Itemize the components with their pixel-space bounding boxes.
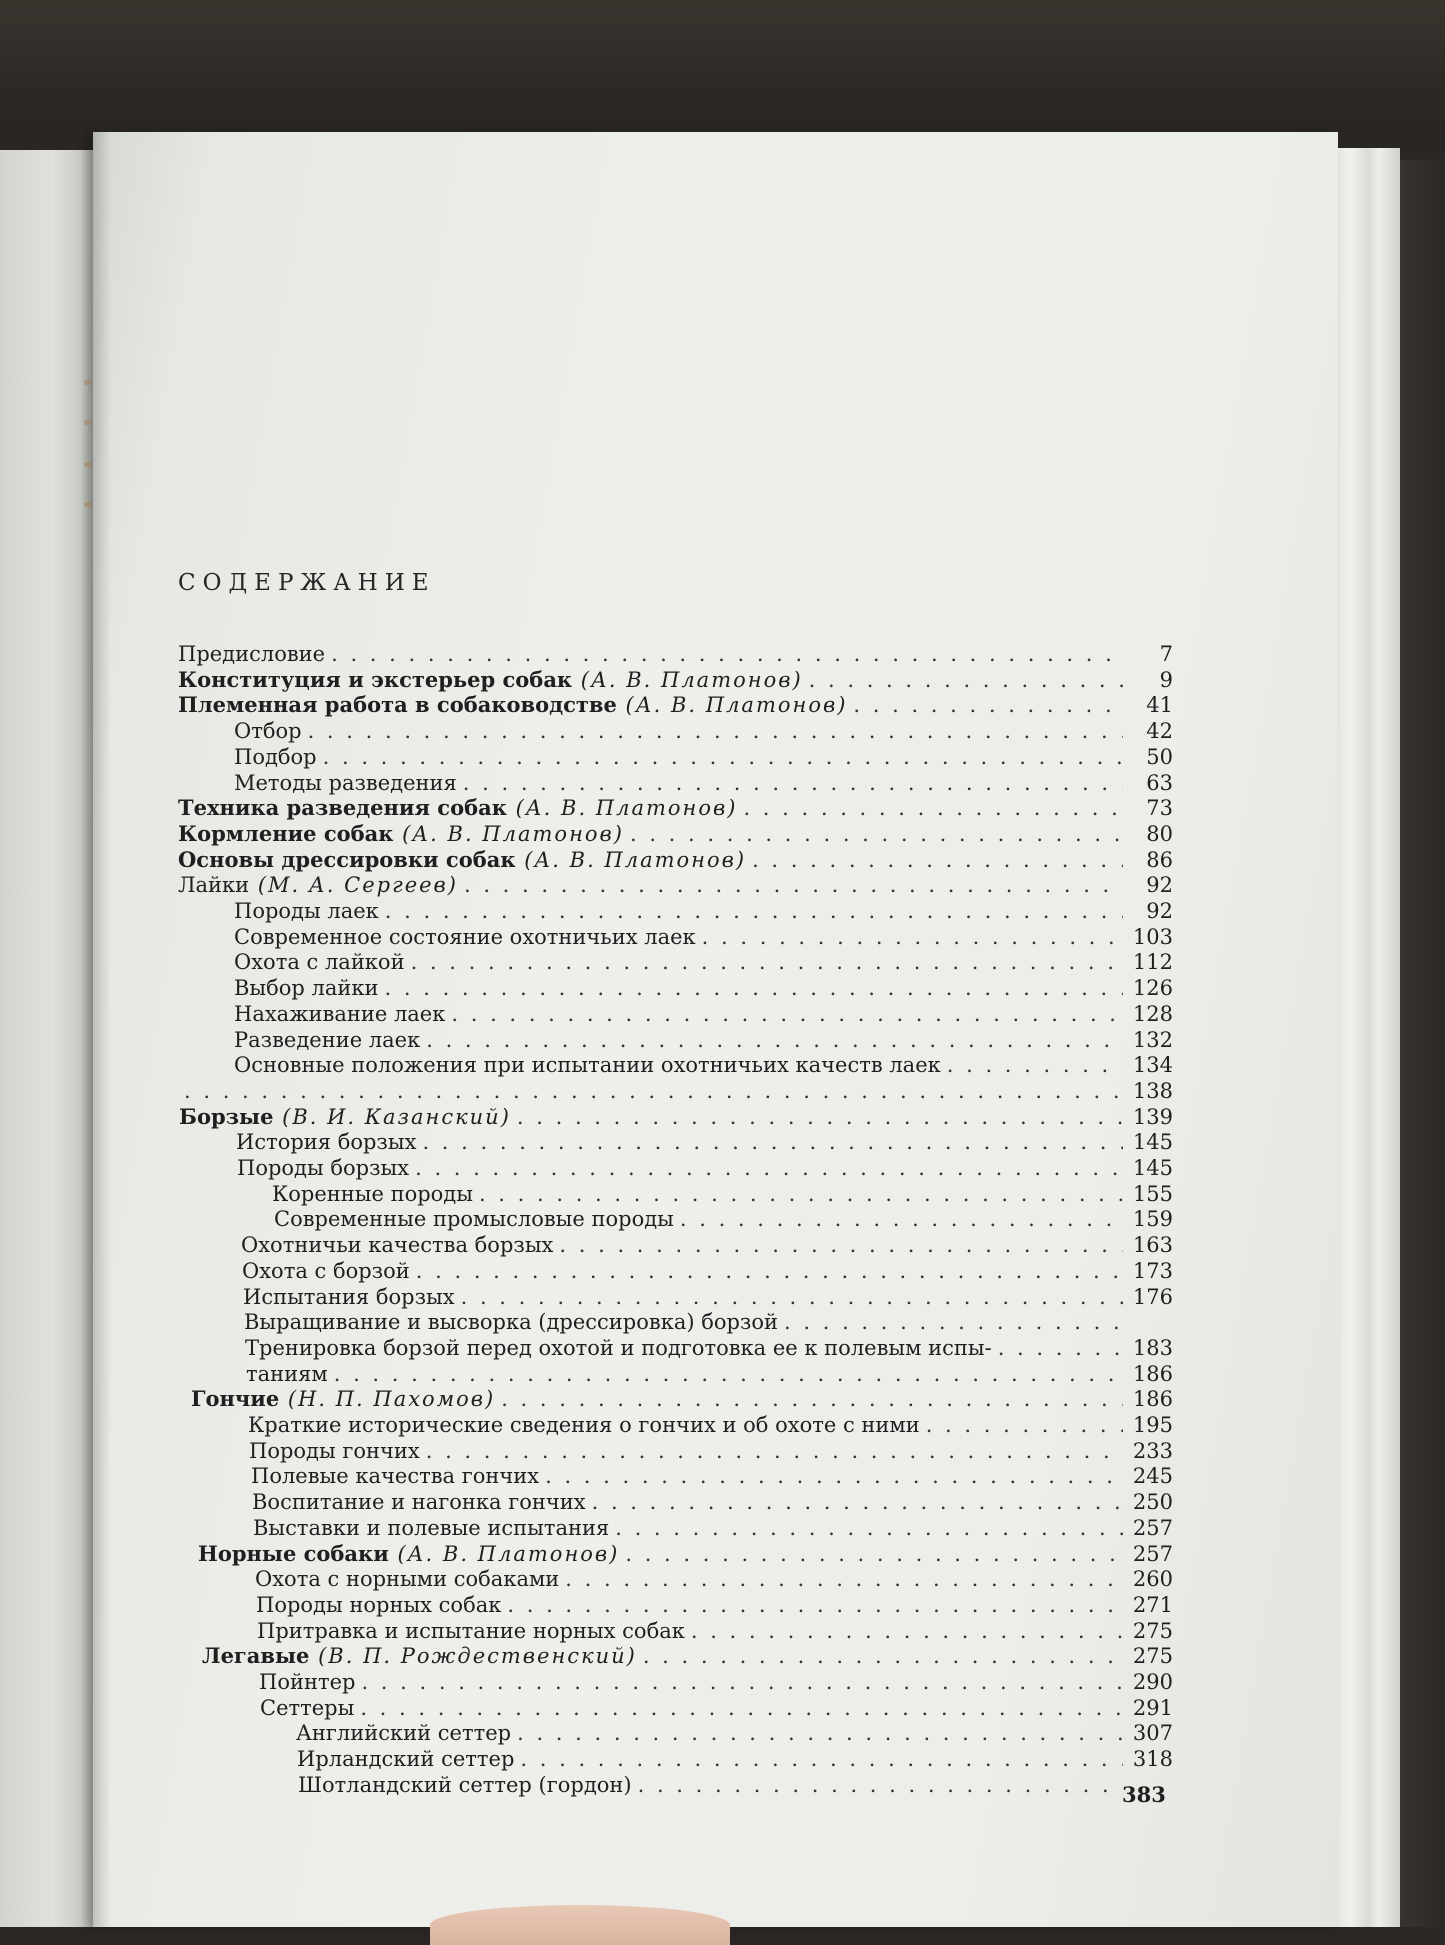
toc-entry-page: 245 bbox=[1132, 1464, 1173, 1488]
dot-leader bbox=[463, 770, 1123, 796]
toc-entry-text: Породы лаек bbox=[234, 899, 379, 923]
dot-leader bbox=[331, 641, 1123, 667]
toc-entry bbox=[178, 795, 1173, 821]
toc-entry-title bbox=[259, 1669, 355, 1695]
dot-leader bbox=[926, 1412, 1123, 1438]
toc-entry-title bbox=[178, 795, 737, 821]
toc-entry-title bbox=[296, 1720, 511, 1746]
toc-entry bbox=[178, 641, 1173, 667]
toc-entry-title bbox=[178, 641, 325, 667]
toc-entry bbox=[234, 744, 1173, 770]
dot-leader bbox=[360, 1695, 1123, 1721]
toc-entry-title bbox=[234, 1001, 445, 1027]
toc-entry-title bbox=[236, 1129, 416, 1155]
toc-entry bbox=[255, 1566, 1173, 1592]
toc-entry-title bbox=[245, 1335, 992, 1361]
toc-entry-title bbox=[243, 1284, 455, 1310]
page-gutter bbox=[93, 132, 111, 1927]
toc-entry-text: Техника разведения собак bbox=[178, 795, 507, 820]
binding-stitch bbox=[84, 380, 92, 385]
toc-entry-text: Основные положения при испытании охотничьих качеств лаек bbox=[234, 1053, 941, 1077]
toc-entry bbox=[234, 1027, 1173, 1053]
toc-entry bbox=[246, 1361, 1173, 1387]
toc-entry-title bbox=[234, 770, 457, 796]
toc-entry-page: 63 bbox=[1146, 771, 1173, 795]
dot-leader bbox=[451, 1001, 1123, 1027]
toc-entry-text: Воспитание и нагонка гончих bbox=[252, 1490, 586, 1514]
toc-entry-text: Пойнтер bbox=[259, 1670, 356, 1694]
toc-entry-title bbox=[179, 1104, 511, 1130]
toc-entry-author: (М. А. Сергеев) bbox=[249, 873, 458, 897]
toc-entry-page: 103 bbox=[1132, 925, 1173, 949]
finger bbox=[430, 1905, 730, 1945]
toc-entry-text: Породы борзых bbox=[237, 1156, 410, 1180]
toc-entry-page: 257 bbox=[1132, 1542, 1173, 1566]
binding-stitch bbox=[84, 502, 92, 507]
toc-entry-page: 92 bbox=[1146, 873, 1173, 897]
toc-entry-page: 145 bbox=[1132, 1130, 1173, 1154]
toc-entry-title bbox=[272, 1181, 473, 1207]
toc-entry-page: 195 bbox=[1132, 1413, 1173, 1437]
toc-entry bbox=[297, 1746, 1173, 1772]
toc-entry bbox=[243, 1284, 1173, 1310]
toc-entry-page: 9 bbox=[1159, 668, 1173, 692]
toc-entry-page: 128 bbox=[1132, 1002, 1173, 1026]
toc-entry-page: 250 bbox=[1132, 1490, 1173, 1514]
toc-entry bbox=[251, 1463, 1173, 1489]
dot-leader bbox=[385, 975, 1123, 1001]
toc-entry-title bbox=[191, 1386, 495, 1412]
toc-entry-text: Норные собаки bbox=[198, 1541, 389, 1566]
dot-leader bbox=[426, 1027, 1123, 1053]
toc-entry-page: 145 bbox=[1132, 1156, 1173, 1180]
toc-entry bbox=[178, 872, 1173, 898]
toc-entry-text: Породы норных собак bbox=[256, 1593, 502, 1617]
dot-leader bbox=[385, 898, 1123, 924]
toc-entry-page: 7 bbox=[1159, 642, 1173, 666]
toc-entry-title bbox=[178, 847, 746, 873]
toc-entry-title bbox=[255, 1566, 559, 1592]
dot-leader bbox=[520, 1746, 1123, 1772]
toc-entry-page: 233 bbox=[1132, 1439, 1173, 1463]
toc-entry-text: Отбор bbox=[234, 719, 302, 743]
page-number: 383 bbox=[1122, 1782, 1166, 1807]
dot-leader bbox=[517, 1720, 1123, 1746]
dot-leader bbox=[691, 1618, 1123, 1644]
toc-entry bbox=[249, 1438, 1173, 1464]
toc-entry-page: 139 bbox=[1132, 1105, 1173, 1129]
toc-entry-page: 257 bbox=[1132, 1516, 1173, 1540]
toc-entry-text: Гончие bbox=[191, 1386, 280, 1411]
toc-entry-page: 80 bbox=[1146, 822, 1173, 846]
dot-leader bbox=[559, 1232, 1123, 1258]
toc-entry-page: 186 bbox=[1132, 1387, 1173, 1411]
toc-entry bbox=[198, 1541, 1173, 1567]
dot-leader bbox=[411, 949, 1123, 975]
toc-entry-title bbox=[202, 1643, 637, 1669]
toc-entry-title bbox=[178, 667, 803, 693]
dot-leader bbox=[752, 847, 1123, 873]
toc-entry-title bbox=[244, 1309, 778, 1335]
toc-entry-text: Ирландский сеттер bbox=[297, 1747, 515, 1771]
toc-entry-page: 260 bbox=[1132, 1567, 1173, 1591]
toc-entry-page: 275 bbox=[1132, 1619, 1173, 1643]
toc-entry-page: 126 bbox=[1132, 976, 1173, 1000]
dot-leader bbox=[630, 821, 1123, 847]
toc-entry-title bbox=[248, 1412, 920, 1438]
toc-entry-title bbox=[253, 1515, 609, 1541]
dot-leader bbox=[308, 718, 1123, 744]
toc-entry-text: Племенная работа в собаководстве bbox=[178, 692, 617, 717]
toc-entry-page: 86 bbox=[1146, 848, 1173, 872]
background-surface bbox=[0, 0, 1445, 150]
toc-entry bbox=[178, 821, 1173, 847]
dot-leader bbox=[507, 1592, 1123, 1618]
toc-entry-title bbox=[297, 1746, 514, 1772]
toc-entry-text: Борзые bbox=[179, 1104, 274, 1129]
toc-entry-text: Современные промысловые породы bbox=[274, 1207, 674, 1231]
toc-entry-title bbox=[234, 949, 405, 975]
toc-entry bbox=[234, 718, 1173, 744]
toc-entry-author: (А. В. Платонов) bbox=[572, 668, 803, 692]
toc-entry bbox=[248, 1412, 1173, 1438]
toc-entry-text: Краткие исторические сведения о гончих и об охоте с ними bbox=[248, 1413, 920, 1437]
toc-entry-page: 173 bbox=[1132, 1259, 1173, 1283]
dot-leader bbox=[464, 872, 1123, 898]
toc-entry bbox=[252, 1489, 1173, 1515]
toc-entry-title bbox=[234, 1027, 420, 1053]
toc-entry bbox=[256, 1592, 1173, 1618]
dot-leader bbox=[361, 1669, 1123, 1695]
dot-leader bbox=[592, 1489, 1123, 1515]
toc-entry-title bbox=[234, 718, 302, 744]
toc-entry bbox=[236, 1129, 1173, 1155]
toc-entry-text: Сеттеры bbox=[260, 1696, 355, 1720]
toc-entry-page: 275 bbox=[1132, 1644, 1173, 1668]
dot-leader bbox=[422, 1129, 1123, 1155]
toc-entry-title bbox=[234, 744, 317, 770]
toc-entry-title bbox=[198, 1541, 619, 1567]
dot-leader bbox=[625, 1541, 1123, 1567]
dot-leader bbox=[998, 1335, 1123, 1361]
toc-entry bbox=[178, 667, 1173, 693]
dot-leader bbox=[517, 1104, 1123, 1130]
toc-entry-text: Притравка и испытание норных собак bbox=[257, 1619, 685, 1643]
toc-entry-text: Коренные породы bbox=[272, 1182, 473, 1206]
toc-entry-text: Английский сеттер bbox=[296, 1721, 512, 1745]
toc-entry-page: 73 bbox=[1146, 796, 1173, 820]
toc-entry-text: Шотландский сеттер (гордон) bbox=[298, 1773, 632, 1797]
dot-leader bbox=[426, 1438, 1123, 1464]
toc-entry-author: (В. И. Казанский) bbox=[273, 1105, 511, 1129]
toc-entry-text: Охота с лайкой bbox=[234, 950, 405, 974]
toc-entry-title bbox=[251, 1463, 539, 1489]
toc-entry-text: Методы разведения bbox=[234, 771, 457, 795]
toc-entry bbox=[234, 898, 1173, 924]
dot-leader bbox=[784, 1309, 1123, 1335]
toc-entry-text: Кормление собак bbox=[178, 821, 394, 846]
toc-entry bbox=[257, 1618, 1173, 1644]
toc-entry bbox=[260, 1695, 1173, 1721]
toc-entry bbox=[202, 1643, 1173, 1669]
dot-leader bbox=[334, 1361, 1123, 1387]
toc-entry-title bbox=[234, 898, 379, 924]
dot-leader bbox=[702, 924, 1123, 950]
dot-leader bbox=[615, 1515, 1123, 1541]
toc-entry-page: 155 bbox=[1132, 1182, 1173, 1206]
dot-leader bbox=[643, 1643, 1123, 1669]
toc-entry bbox=[296, 1720, 1173, 1746]
toc-entry-page: 186 bbox=[1132, 1362, 1173, 1386]
toc-entry-page: 176 bbox=[1132, 1285, 1173, 1309]
toc-entry bbox=[191, 1386, 1173, 1412]
dot-leader bbox=[501, 1386, 1123, 1412]
toc-entry-text: Современное состояние охотничьих лаек bbox=[234, 925, 696, 949]
toc-entry bbox=[234, 949, 1173, 975]
toc-entry-title bbox=[256, 1592, 501, 1618]
toc-entry-title bbox=[178, 872, 458, 898]
binding-stitch bbox=[84, 420, 92, 425]
toc-entry-title bbox=[234, 975, 379, 1001]
toc-entry-author: (А. В. Платонов) bbox=[393, 822, 624, 846]
toc-entry-page: 42 bbox=[1146, 719, 1173, 743]
toc-entry-page: 41 bbox=[1146, 693, 1173, 717]
toc-entry-text: Выращивание и высворка (дрессировка) борзой bbox=[244, 1310, 779, 1334]
toc-entry bbox=[245, 1335, 1173, 1361]
toc-entry bbox=[234, 975, 1173, 1001]
dot-leader bbox=[461, 1284, 1123, 1310]
toc-entry-text: Легавые bbox=[202, 1643, 310, 1668]
toc-entry-author: (А. В. Платонов) bbox=[515, 848, 747, 872]
toc-entry-text: таниям bbox=[246, 1362, 328, 1386]
toc-entry-text: Нахаживание лаек bbox=[234, 1002, 446, 1026]
toc-entry-text: Охота с борзой bbox=[242, 1259, 410, 1283]
toc-entry-page: 163 bbox=[1132, 1233, 1173, 1257]
toc-entry-text: Тренировка борзой перед охотой и подготовка ее к полевым испы- bbox=[245, 1336, 992, 1360]
toc-entry bbox=[179, 1104, 1173, 1130]
background-surface bbox=[1396, 160, 1445, 1927]
toc-entry-text: История борзых bbox=[236, 1130, 417, 1154]
toc-entry-page: 307 bbox=[1132, 1721, 1173, 1745]
toc-entry-title bbox=[274, 1206, 674, 1232]
toc-entry-page: 290 bbox=[1132, 1670, 1173, 1694]
toc-entry bbox=[178, 692, 1173, 718]
toc-entry bbox=[234, 770, 1173, 796]
toc-entry bbox=[234, 1001, 1173, 1027]
toc-entry-text: Подбор bbox=[234, 745, 317, 769]
toc-entry-title bbox=[257, 1618, 685, 1644]
toc-entry-title bbox=[249, 1438, 420, 1464]
toc-entry-text: Основы дрессировки собак bbox=[178, 847, 516, 872]
toc-entry bbox=[234, 1052, 1173, 1078]
toc-entry-page: 50 bbox=[1146, 745, 1173, 769]
page-edges bbox=[1330, 148, 1400, 1927]
toc-entry-text: Разведение лаек bbox=[234, 1028, 421, 1052]
toc-entry-text: Конституция и экстерьер собак bbox=[178, 667, 573, 692]
toc-entry-title bbox=[241, 1232, 553, 1258]
dot-leader bbox=[638, 1772, 1123, 1798]
toc-entry-title bbox=[252, 1489, 586, 1515]
toc-entry-text: Выбор лайки bbox=[234, 976, 379, 1000]
dot-leader bbox=[853, 692, 1123, 718]
toc-entry-title bbox=[234, 1052, 941, 1078]
toc-entry-title bbox=[260, 1695, 354, 1721]
toc-entry bbox=[237, 1155, 1173, 1181]
toc-entry-title bbox=[246, 1361, 328, 1387]
toc-heading: СОДЕРЖАНИЕ bbox=[178, 570, 436, 596]
dot-leader bbox=[323, 744, 1123, 770]
toc-entry bbox=[178, 847, 1173, 873]
dot-leader bbox=[809, 667, 1123, 693]
toc-entry-author: (А. В. Платонов) bbox=[388, 1542, 620, 1566]
toc-entry bbox=[178, 1078, 1173, 1104]
dot-leader bbox=[565, 1566, 1123, 1592]
toc-entry-text: Выставки и полевые испытания bbox=[253, 1516, 610, 1540]
toc-entry-page: 291 bbox=[1132, 1696, 1173, 1720]
toc-entry bbox=[241, 1232, 1173, 1258]
toc-entry bbox=[298, 1772, 1173, 1798]
toc-entry bbox=[244, 1309, 1173, 1335]
toc-entry-page: 112 bbox=[1132, 950, 1173, 974]
dot-leader bbox=[479, 1181, 1123, 1207]
toc-entry-page: 318 bbox=[1132, 1747, 1173, 1771]
toc-entry-title bbox=[234, 924, 696, 950]
toc-entry-page: 134 bbox=[1132, 1053, 1173, 1077]
toc-entry-page: 159 bbox=[1132, 1207, 1173, 1231]
toc-entry-author: (А. В. Платонов) bbox=[616, 693, 848, 717]
toc-entry-text: Лайки bbox=[178, 873, 250, 897]
toc-entry-text: Охотничьи качества борзых bbox=[241, 1233, 554, 1257]
toc-entry-title bbox=[178, 692, 847, 718]
dot-leader bbox=[415, 1155, 1123, 1181]
dot-leader bbox=[947, 1052, 1123, 1078]
toc-entry bbox=[259, 1669, 1173, 1695]
dot-leader bbox=[680, 1206, 1123, 1232]
toc-entry bbox=[234, 924, 1173, 950]
toc-entry bbox=[272, 1181, 1173, 1207]
toc-entry bbox=[253, 1515, 1173, 1541]
left-facing-page bbox=[0, 150, 95, 1927]
dot-leader bbox=[743, 795, 1123, 821]
toc-entry-title bbox=[242, 1258, 410, 1284]
toc-entry bbox=[242, 1258, 1173, 1284]
toc-entry-text: Предисловие bbox=[178, 642, 326, 666]
binding-stitch bbox=[84, 462, 92, 467]
dot-leader bbox=[545, 1463, 1123, 1489]
toc-entry-title bbox=[237, 1155, 409, 1181]
toc-entry-text: Охота с норными собаками bbox=[255, 1567, 560, 1591]
dot-leader bbox=[184, 1078, 1123, 1104]
toc-entry-text: Породы гончих bbox=[249, 1439, 420, 1463]
toc-entry-page: 132 bbox=[1132, 1028, 1173, 1052]
toc-entry-title bbox=[298, 1772, 632, 1798]
toc-entry-text: Полевые качества гончих bbox=[251, 1464, 540, 1488]
toc-entry bbox=[274, 1206, 1173, 1232]
toc-entry-page: 138 bbox=[1132, 1079, 1173, 1103]
toc-entry-page: 92 bbox=[1146, 899, 1173, 923]
toc-entry-text: Испытания борзых bbox=[243, 1285, 455, 1309]
toc-entry-author: (В. П. Рождественский) bbox=[309, 1644, 637, 1668]
dot-leader bbox=[416, 1258, 1123, 1284]
toc-entry-page: 183 bbox=[1132, 1336, 1173, 1360]
toc-entry-page: 271 bbox=[1132, 1593, 1173, 1617]
toc-entry-author: (Н. П. Пахомов) bbox=[279, 1387, 496, 1411]
toc-entry-title bbox=[178, 821, 624, 847]
toc-entry-author: (А. В. Платонов) bbox=[506, 796, 738, 820]
